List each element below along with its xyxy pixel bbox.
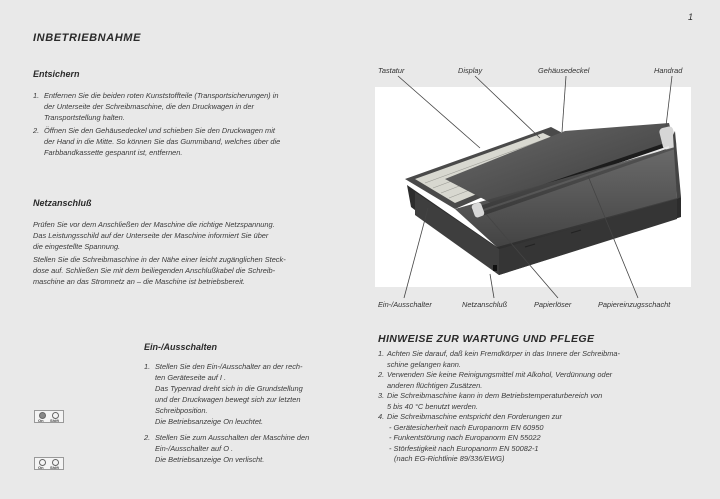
list-item: 2. Verwenden Sie keine Reinigungsmittel mit Alkohol, Verdünnung oder anderen flüchtigen Zusätzen.: [378, 370, 613, 390]
list-item: 2. Stellen Sie zum Ausschalten der Maschine den Ein-/Ausschalter auf O . Die Betriebsanzeige On verlischt.: [144, 433, 310, 464]
list-item: 3. Die Schreibmaschine kann in dem Betriebstemperaturbereich von 5 bis 40 °C benutzt werden.: [378, 391, 603, 411]
label-netzanschluss: Netzanschluß: [462, 300, 508, 309]
norm-item: - Gerätesicherheit nach Europanorm EN 60950: [389, 422, 544, 432]
norm-item: - Störfestigkeit nach Europanorm EN 50082-1: [389, 443, 539, 453]
list-item: 2. Öffnen Sie den Gehäusedeckel und schieben Sie den Druckwagen mit der Hand in die Mitte. So können Sie das Gummiband, welches über die Farbbandkassette gespannt ist, entfernen.: [33, 126, 281, 157]
label-ein-ausschalter: Ein-/Ausschalter: [378, 300, 432, 309]
norm-item: - Funkentstörung nach Europanorm EN 55022: [389, 433, 541, 442]
list-item: 4. Die Schreibmaschine entspricht den Forderungen zur - Gerätesicherheit nach Europanorm EN 60950 - Funkentstörung nach Europanorm EN 55022 - Störfestigkeit nach Europanorm EN 50082-1 (nach EG-Richtlinie 89/336/EWG): [378, 412, 698, 465]
page-title: INBETRIEBNAHME: [33, 32, 142, 44]
norm-item: (nach EG-Richtlinie 89/336/EWG): [394, 454, 505, 463]
wartung-list: [378, 349, 698, 465]
label-gehaeusedeckel: Gehäusedeckel: [538, 66, 590, 75]
heading-entsichern: Entsichern: [33, 69, 80, 79]
list-item: 1. Achten Sie darauf, daß kein Fremdkörper in das Innere der Schreibma- schine gelangen kann.: [378, 349, 620, 369]
list-item: 1. Entfernen Sie die beiden roten Kunststoffteile (Transportsicherungen) in der Unterseite der Schreibmaschine, die den Druckwagen in der Transportstellung halten.: [33, 91, 279, 122]
heading-ein-aus: Ein-/Ausschalten: [144, 342, 218, 352]
heading-wartung: HINWEISE ZUR WARTUNG UND PFLEGE: [378, 333, 595, 345]
label-tastatur: Tastatur: [378, 66, 405, 75]
label-handrad: Handrad: [654, 66, 683, 75]
list-item: 1. Stellen Sie den Ein-/Ausschalter an der rech- ten Geräteseite auf I . Das Typenrad dreht sich in die Grundstellung und der Druckwagen bewegt sich zur letzten Schreibposition. Die Betriebsanzeige On leuchtet.: [144, 362, 303, 426]
indicator-on-lit-icon: On Shift: [34, 410, 64, 423]
norms-list: [387, 423, 698, 465]
label-papiereinzugsschacht: Papiereinzugsschacht: [598, 300, 671, 309]
label-papierloeser: Papierlöser: [534, 300, 572, 309]
label-display: Display: [458, 66, 483, 75]
heading-netzanschluss: Netzanschluß: [33, 198, 92, 208]
netzanschluss-text: Prüfen Sie vor dem Anschließen der Maschine die richtige Netzspannung. Das Leistungsschild auf der Unterseite der Maschine informiert Sie über die eingestellte Spannung. Stellen Sie die Schreibmaschine in der Nähe einer leicht zugänglichen Steck- dose auf. Schließen Sie mit dem beiliegenden Anschlußkabel die Schreib- maschine an das Stromnetz an – die Maschine ist betriebsbereit.: [33, 220, 286, 286]
page-number: 1: [688, 12, 694, 22]
indicator-off-icon: On Shift: [34, 457, 64, 470]
